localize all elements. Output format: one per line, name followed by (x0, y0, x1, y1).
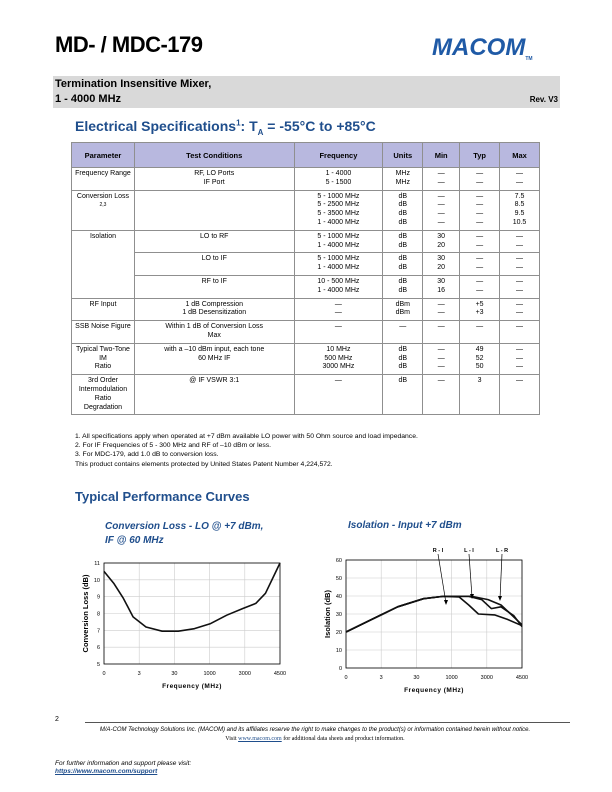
note-line: This product contains elements protected by United States Patent Number 4,224,572. (75, 460, 333, 468)
table-cell: — (294, 375, 383, 415)
spec-notes (75, 432, 418, 469)
table-cell: 5 - 1000 MHz 1 - 4000 MHz (294, 230, 383, 253)
table-cell: 5 - 1000 MHz 1 - 4000 MHz (294, 253, 383, 276)
table-cell: 1 - 4000 5 - 1500 (294, 168, 383, 191)
table-cell: — — (500, 230, 540, 253)
table-row (72, 168, 540, 191)
table-cell: 10 MHz 500 MHz 3000 MHz (294, 343, 383, 374)
isolation-chart (322, 545, 532, 698)
support-link[interactable]: https://www.macom.com/support (55, 768, 158, 775)
support-text: For further information and support please visit: (55, 760, 192, 767)
y-tick-label: 50 (335, 576, 342, 582)
logo-text: MACOM (432, 34, 526, 61)
conversion-loss-chart (82, 553, 292, 698)
x-tick-label: 1000 (445, 675, 458, 681)
y-tick-label: 10 (93, 577, 100, 584)
performance-heading: Typical Performance Curves (75, 489, 250, 504)
table-cell: Typical Two-Tone IM Ratio (72, 343, 135, 374)
note-line: 3. For MDC-179, add 1.0 dB to conversion loss. (75, 451, 219, 459)
table-cell: — (383, 321, 423, 344)
table-cell: dB dB dB (383, 343, 423, 374)
column-header: Typ (460, 143, 500, 168)
y-tick-label: 6 (96, 645, 100, 652)
electrical-spec-table (71, 142, 540, 415)
y-tick-label: 40 (335, 594, 342, 600)
table-cell (134, 190, 294, 230)
y-tick-label: 8 (96, 611, 100, 618)
table-row (72, 343, 540, 374)
document-title: MD- / MDC-179 (55, 32, 203, 57)
table-row (72, 298, 540, 321)
y-axis-label: Isolation (dB) (323, 590, 332, 638)
table-cell: 3 (460, 375, 500, 415)
y-tick-label: 30 (335, 612, 342, 618)
x-tick-label: 3000 (238, 671, 251, 677)
label-arrow (438, 554, 446, 603)
table-cell: — — (294, 298, 383, 321)
x-tick-label: 30 (171, 671, 178, 677)
x-tick-label: 0 (102, 671, 106, 677)
table-cell: MHz MHz (383, 168, 423, 191)
footer-disclaimer: M/A-COM Technology Solutions Inc. (MACOM) and its affiliates reserve the right to make changes to the product(s) or information contained herein without notice. (99, 727, 531, 733)
y-tick-label: 60 (335, 558, 342, 564)
table-cell: @ IF VSWR 3:1 (134, 375, 294, 415)
table-cell: — (460, 321, 500, 344)
table-cell: — (500, 321, 540, 344)
table-cell: Frequency Range (72, 168, 135, 191)
x-tick-label: 3000 (480, 675, 493, 681)
table-cell: — — (460, 253, 500, 276)
table-cell: 3rd Order Intermodulation Ratio Degradation (72, 375, 135, 415)
table-row (72, 375, 540, 415)
macom-website-link[interactable]: www.macom.com (238, 736, 282, 742)
table-cell: — — (423, 168, 460, 191)
x-tick-label: 30 (413, 675, 420, 681)
chart2-title: Isolation - Input +7 dBm (348, 520, 462, 531)
table-cell: 30 20 (423, 253, 460, 276)
y-tick-label: 7 (96, 628, 100, 635)
y-axis-label: Conversion Loss (dB) (81, 574, 90, 653)
table-cell: — — (500, 275, 540, 298)
column-header: Max (500, 143, 540, 168)
table-cell: — (423, 375, 460, 415)
table-cell: dBm dBm (383, 298, 423, 321)
table-cell: dB dB dB dB (383, 190, 423, 230)
x-axis-label: Frequency (MHz) (162, 683, 222, 690)
table-cell: RF to IF (134, 275, 294, 298)
table-cell: — — (423, 298, 460, 321)
x-tick-label: 1000 (203, 671, 216, 677)
y-tick-label: 9 (96, 594, 100, 601)
table-cell: 10 - 500 MHz 1 - 4000 MHz (294, 275, 383, 298)
x-tick-label: 3 (137, 671, 141, 677)
table-cell: 30 20 (423, 230, 460, 253)
x-tick-label: 4500 (515, 675, 529, 681)
series-line (104, 563, 280, 631)
y-tick-label: 20 (335, 630, 342, 636)
table-cell: 7.5 8.5 9.5 10.5 (500, 190, 540, 230)
table-cell: Isolation (72, 230, 135, 298)
footer-visit-line: Visit www.macom.com for additional data sheets and product information. (225, 736, 405, 742)
x-tick-label: 3 (379, 675, 383, 681)
table-cell: — — — (423, 343, 460, 374)
revision-label: Rev. V3 (529, 95, 558, 104)
table-cell: Conversion Loss $^{2,3}$ (72, 190, 135, 230)
table-row (72, 230, 540, 253)
table-cell: dB dB (383, 275, 423, 298)
column-header: Test Conditions (134, 143, 294, 168)
table-cell: — — (500, 253, 540, 276)
x-tick-label: 4500 (273, 671, 287, 677)
chart1-title: Conversion Loss - LO @ +7 dBm, IF @ 60 MHz (105, 521, 264, 546)
table-cell: LO to RF (134, 230, 294, 253)
table-cell: 5 - 1000 MHz 5 - 2500 MHz 5 - 3500 MHz 1 - 4000 MHz (294, 190, 383, 230)
table-row (72, 190, 540, 230)
arrow-head (444, 600, 448, 605)
table-row (72, 275, 540, 298)
table-cell: dB (383, 375, 423, 415)
table-cell: 1 dB Compression 1 dB Desensitization (134, 298, 294, 321)
column-header: Parameter (72, 143, 135, 168)
label-arrow (469, 554, 472, 597)
table-cell: — — (500, 298, 540, 321)
table-cell: 49 52 50 (460, 343, 500, 374)
table-cell: — — (500, 168, 540, 191)
table-cell: — — — (500, 343, 540, 374)
table-cell: +5 +3 (460, 298, 500, 321)
series-label: R - I (432, 548, 444, 554)
table-row (72, 253, 540, 276)
table-cell: dB dB (383, 253, 423, 276)
series-label: L - R (495, 548, 509, 554)
table-cell: — — (460, 230, 500, 253)
table-cell: with a –10 dBm input, each tone 60 MHz IF (134, 343, 294, 374)
x-tick-label: 0 (344, 675, 348, 681)
page-number: 2 (55, 716, 59, 723)
table-cell: RF, LO Ports IF Port (134, 168, 294, 191)
table-cell: — — — — (460, 190, 500, 230)
table-cell: — (500, 375, 540, 415)
x-axis-label: Frequency (MHz) (404, 687, 464, 694)
note-line: 1. All specifications apply when operated at +7 dBm available LO power with 50 Ohm source and load impedance. (75, 433, 418, 440)
y-tick-label: 11 (94, 561, 100, 567)
table-cell: Within 1 dB of Conversion Loss Max (134, 321, 294, 344)
macom-logo: MACOMTM (432, 34, 533, 62)
series-label: L - I (464, 548, 474, 554)
table-header-row (72, 143, 540, 168)
column-header: Units (383, 143, 423, 168)
y-tick-label: 5 (96, 662, 100, 668)
table-cell: — — (460, 275, 500, 298)
table-cell: 30 16 (423, 275, 460, 298)
table-cell: SSB Noise Figure (72, 321, 135, 344)
footer-divider (85, 722, 570, 723)
table-cell: LO to IF (134, 253, 294, 276)
arrow-head (498, 596, 502, 601)
y-tick-label: 10 (335, 648, 342, 654)
table-cell: — — — — (423, 190, 460, 230)
table-cell: — — (460, 168, 500, 191)
banner-line-1: Termination Insensitive Mixer, (55, 78, 212, 90)
banner-line-2: 1 - 4000 MHz (55, 93, 122, 105)
table-cell: — (423, 321, 460, 344)
column-header: Min (423, 143, 460, 168)
table-cell: — (294, 321, 383, 344)
electrical-spec-heading: Electrical Specifications$^1$: $T_A = -55^\circ C$ to +85°C (75, 118, 376, 137)
note-line: 2. For IF Frequencies of 5 - 300 MHz and RF of –10 dBm or less. (75, 442, 272, 450)
y-tick-label: 0 (338, 666, 342, 672)
table-cell: dB dB (383, 230, 423, 253)
label-arrow (500, 554, 502, 599)
column-header: Frequency (294, 143, 383, 168)
table-cell: RF Input (72, 298, 135, 321)
table-row (72, 321, 540, 344)
